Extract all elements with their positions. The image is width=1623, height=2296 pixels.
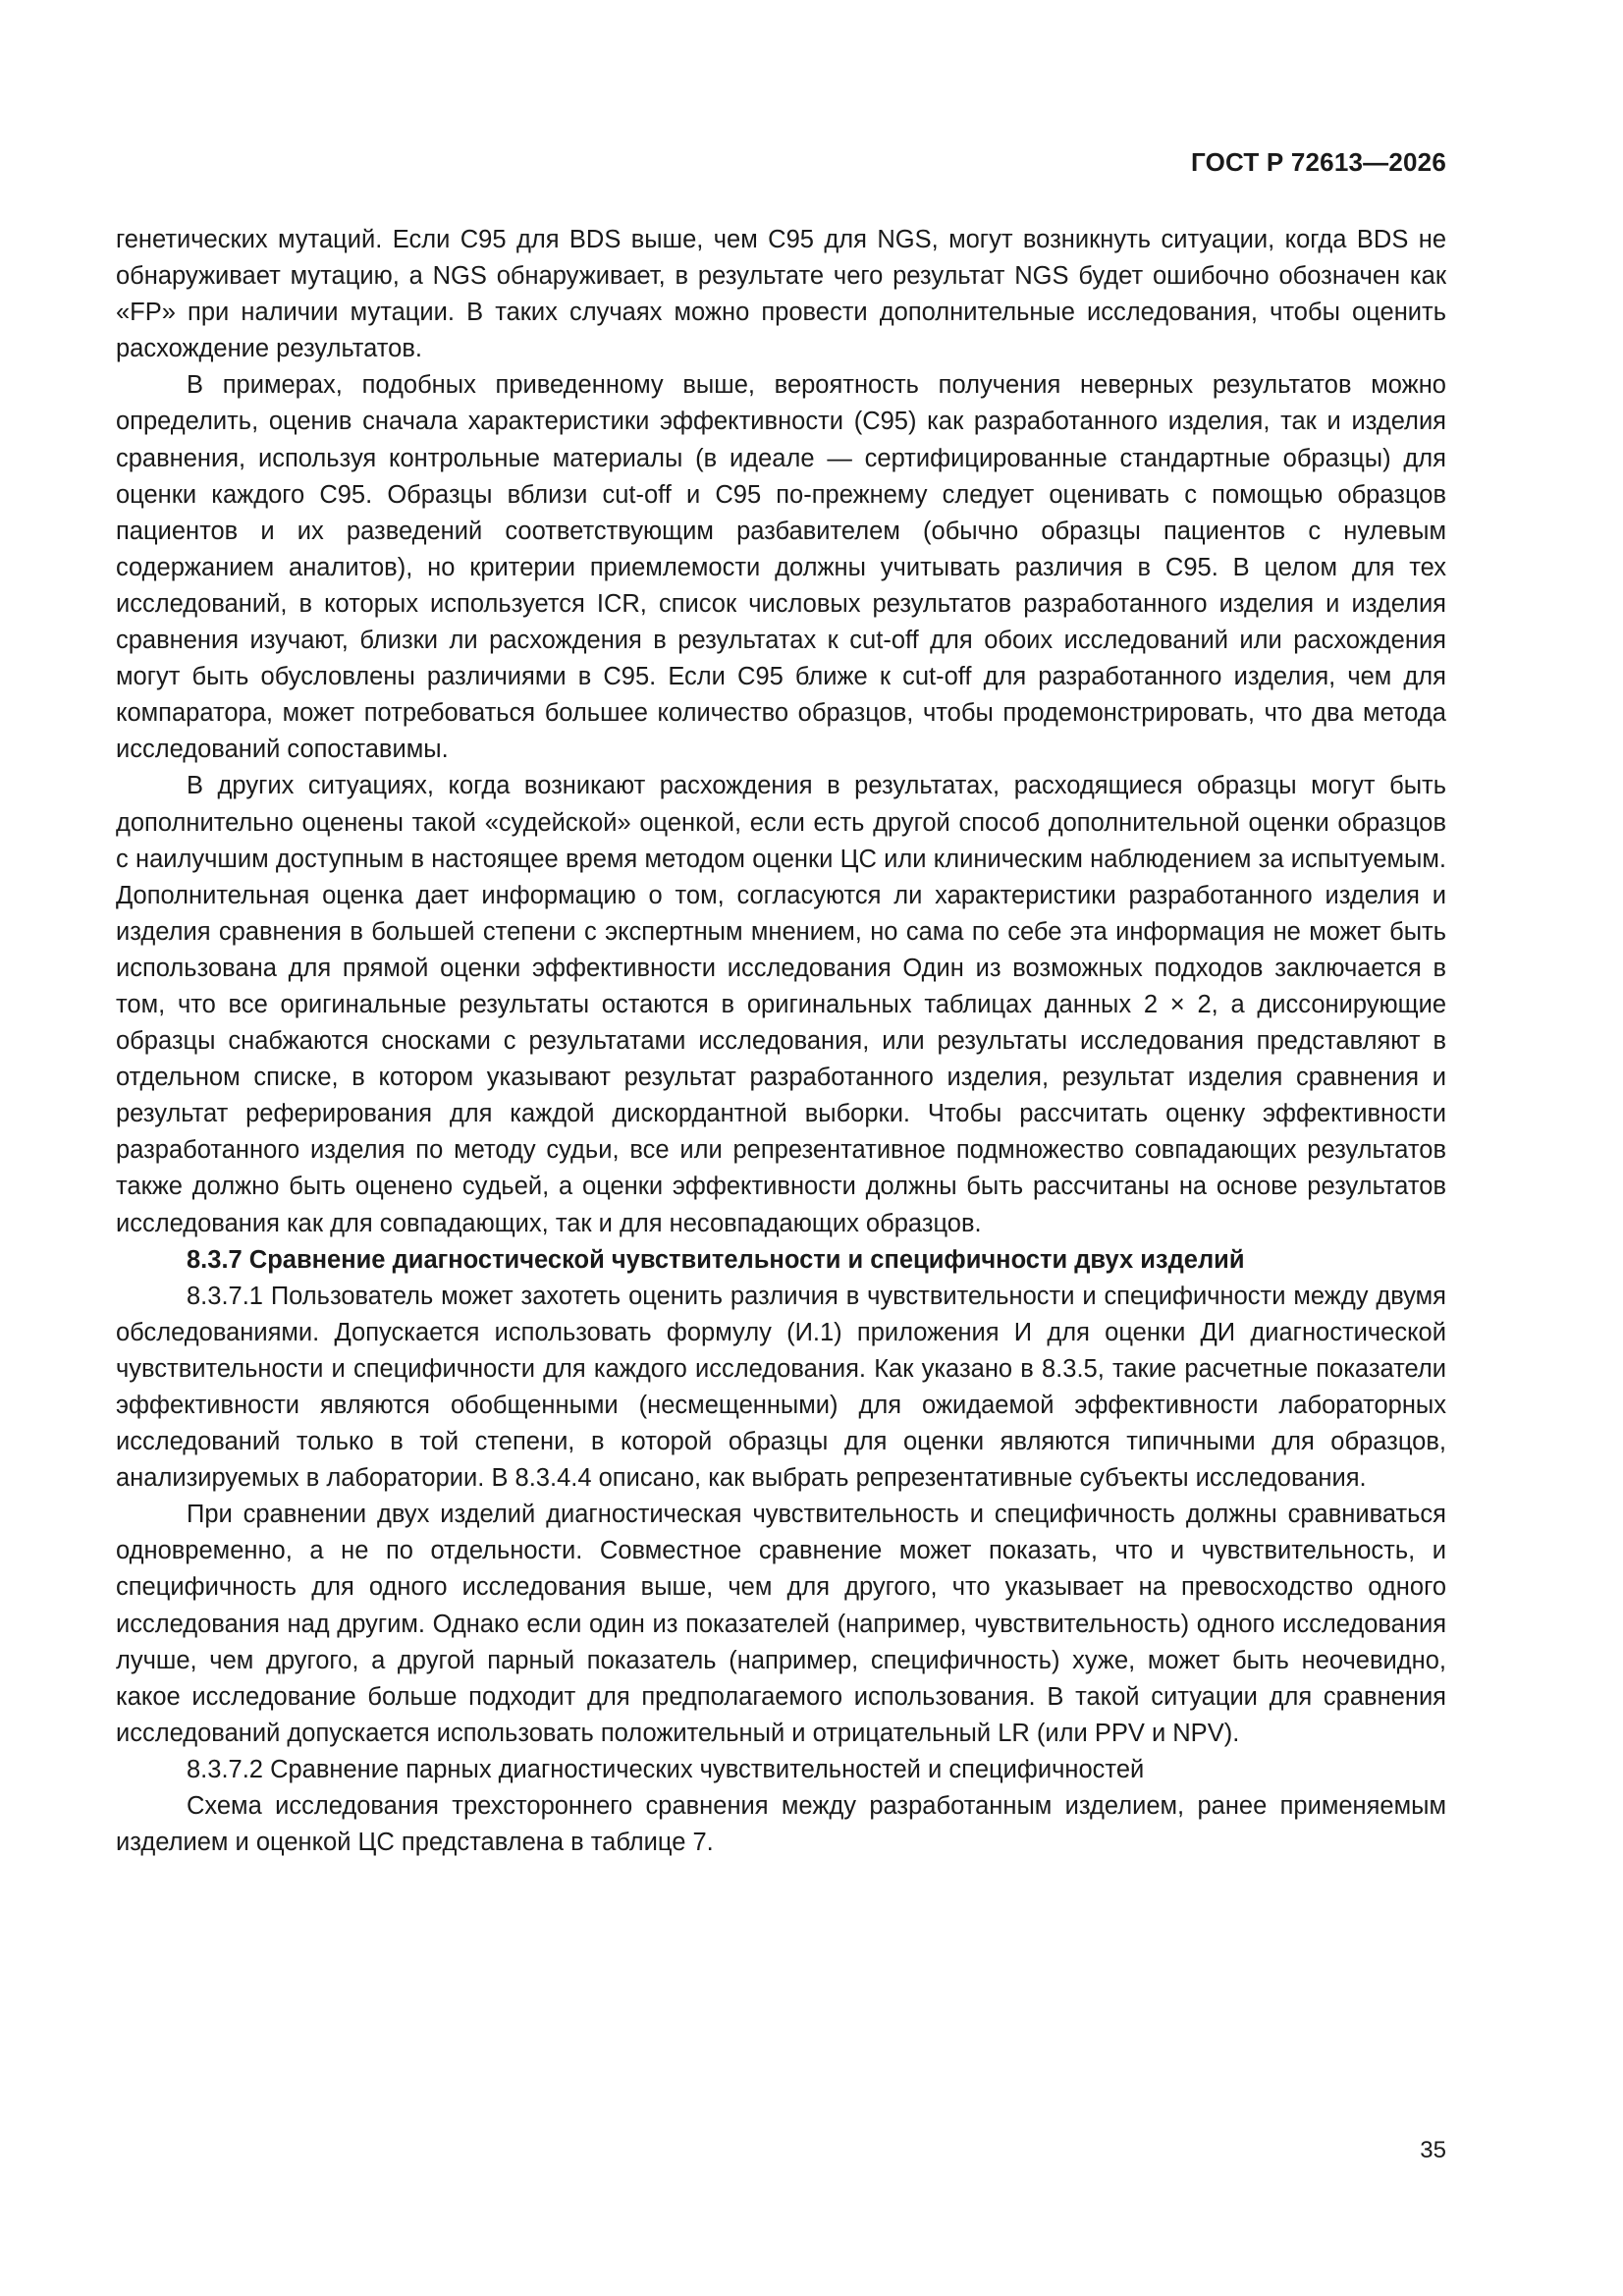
paragraph-continuation: генетических мутаций. Если C95 для BDS выше, чем C95 для NGS, могут возникнуть ситуации, когда BDS не обнаруживает мутацию, а NGS обнаруживает, в результате чего результат NGS будет ошибочно обозначен как «FP» при наличии мутации. В таких случаях можно провести дополнительные исследования, чтобы оценить расхождение результатов. [116,226,1446,363]
document-body [116,222,1446,1861]
standard-header: ГОСТ Р 72613—2026 [1191,147,1446,177]
paragraph-joint-comparison: При сравнении двух изделий диагностическая чувствительность и специфичность должны сравниваться одновременно, а не по отдельности. Совместное сравнение может показать, что и чувствительность, и специфичность для одного исследования выше, чем для другого, что указывает на превосходство одного исследования над другим. Однако если один из показателей (например, чувствительность) одного исследования лучше, чем другого, а другой парный показатель (например, специфичность) хуже, может быть неочевидно, какое исследование больше подходит для предполагаемого использования. В такой ситуации для сравнения исследований допускается использовать положительный и отрицательный LR (или PPV и NPV). [116,1501,1446,1747]
paragraph-c95-evaluation: В примерах, подобных приведенному выше, вероятность получения неверных результатов можно определить, оценив сначала характеристики эффективности (C95) как разработанного изделия, так и изделия сравнения, используя контрольные материалы (в идеале — сертифицированные стандартные образцы) для оценки каждого C95. Образцы вблизи cut-off и C95 по-прежнему следует оценивать с помощью образцов пациентов и их разведений соответствующим разбавителем (обычно образцы пациентов с нулевым содержанием аналитов), но критерии приемлемости должны учитывать различия в C95. В целом для тех исследований, в которых используется ICR, список числовых результатов разработанного изделия и изделия сравнения изучают, близки ли расхождения в результатах к cut-off для обоих исследований или расхождения могут быть обусловлены различиями в C95. Если C95 ближе к cut-off для разработанного изделия, чем для компаратора, может потребоваться большее количество образцов, чтобы продемонстрировать, что два метода исследований сопоставимы. [116,371,1446,764]
section-heading-8-3-7: 8.3.7 Сравнение диагностической чувствительности и специфичности двух изделий [187,1245,1245,1274]
paragraph-table-7-reference: Схема исследования трехстороннего сравнения между разработанным изделием, ранее применяемым изделием и оценкой ЦС представлена в таблице 7. [116,1792,1446,1857]
paragraph-judge-evaluation: В других ситуациях, когда возникают расхождения в результатах, расходящиеся образцы могут быть дополнительно оценены такой «судейской» оценкой, если есть другой способ дополнительной оценки образцов с наилучшим доступным в настоящее время методом оценки ЦС или клиническим наблюдением за испытуемым. Дополнительная оценка дает информацию о том, согласуются ли характеристики разработанного изделия и изделия сравнения в большей степени с экспертным мнением, но сама по себе эта информация не может быть использована для прямой оценки эффективности исследования Один из возможных подходов заключается в том, что все оригинальные результаты остаются в оригинальных таблицах данных 2 × 2, а диссонирующие образцы снабжаются сносками с результатами исследования, или результаты исследования представляют в отдельном списке, в котором указывают результат разработанного изделия, результат изделия сравнения и результат реферирования для каждой дискордантной выборки. Чтобы рассчитать оценку эффективности разработанного изделия по методу судьи, все или репрезентативное подмножество совпадающих результатов также должно быть оценено судьей, а оценки эффективности должны быть рассчитаны на основе результатов исследования как для совпадающих, так и для несовпадающих образцов. [116,772,1446,1237]
page-number: 35 [1420,2137,1446,2163]
paragraph-8-3-7-1: 8.3.7.1 Пользователь может захотеть оценить различия в чувствительности и специфичности между двумя обследованиями. Допускается использовать формулу (И.1) приложения И для оценки ДИ диагностической чувствительности и специфичности для каждого исследования. Как указано в 8.3.5, такие расчетные показатели эффективности являются обобщенными (несмещенными) для ожидаемой эффективности лабораторных исследований только в той степени, в которой образцы для оценки являются типичными для образцов, анализируемых в лаборатории. В 8.3.4.4 описано, как выбрать репрезентативные субъекты исследования. [116,1282,1446,1493]
subsection-title-8-3-7-2: 8.3.7.2 Сравнение парных диагностических чувствительностей и специфичностей [187,1755,1145,1783]
